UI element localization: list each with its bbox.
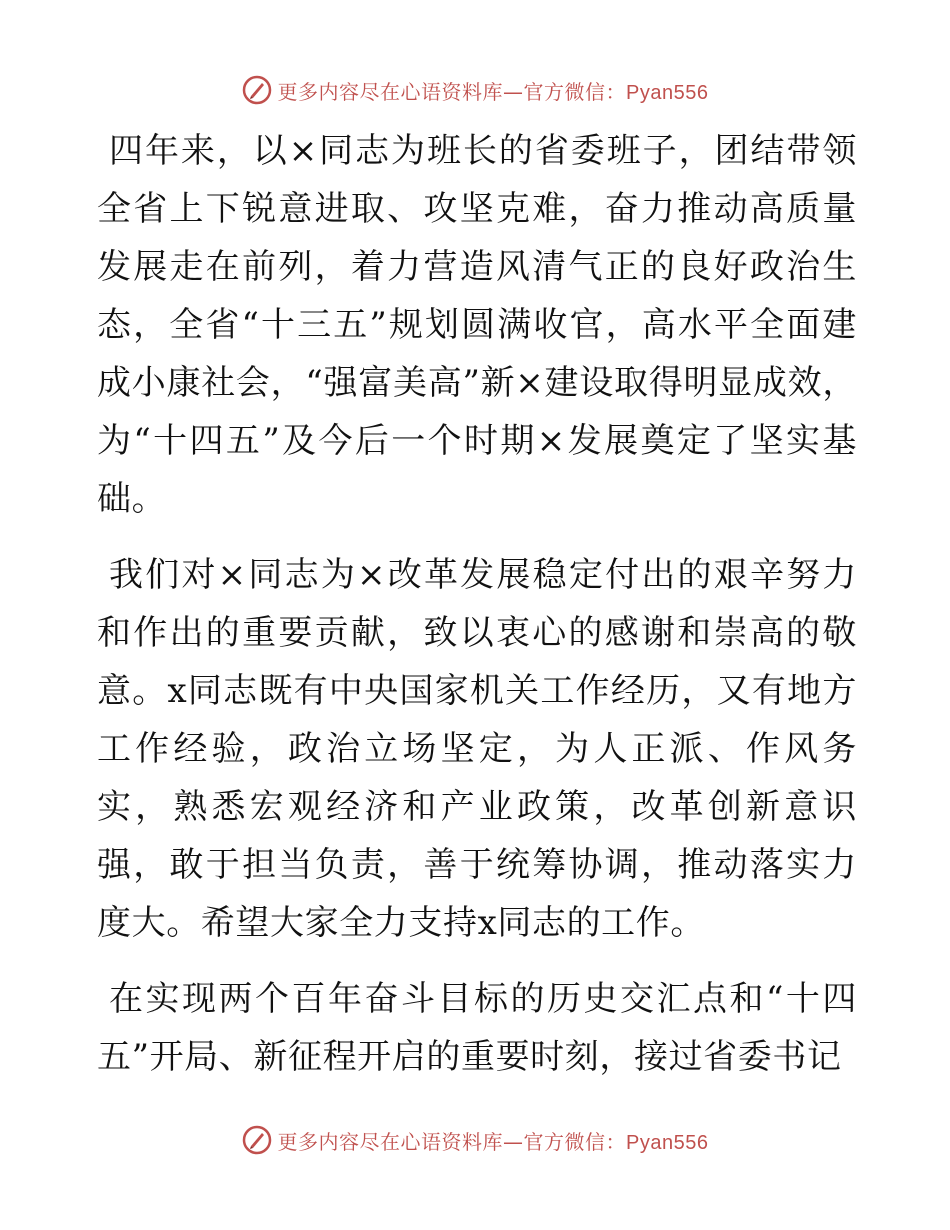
paragraph-2: 我们对×同志为×改革发展稳定付出的艰辛努力和作出的重要贡献，致以衷心的感谢和崇高的敬意。x同志既有中央国家机关工作经历，又有地方工作经验，政治立场坚定，为人正派、作风务实，熟悉宏观经济和产业政策，改革创新意识强，敢于担当负责，善于统筹协调，推动落实力度大。希望大家全力支持x同志的工作。	[97, 555, 857, 943]
watermark-text: 更多内容尽在心语资料库—官方微信：Pyan556	[277, 79, 709, 104]
paragraph-3: 在实现两个百年奋斗目标的历史交汇点和“十四五”开局、新征程开启的重要时刻，接过省委书记	[97, 979, 857, 1077]
paragraph-1: 四年来，以×同志为班长的省委班子，团结带领全省上下锐意进取、攻坚克难，奋力推动高质量发展走在前列，着力营造风清气正的良好政治生态，全省“十三五”规划圆满收官，高水平全面建成小康社会，“强富美高”新×建设取得明显成效，为“十四五”及今后一个时期×发展奠定了坚实基础。	[97, 131, 857, 519]
quill-seal-icon	[242, 75, 272, 105]
document-body	[97, 122, 857, 1104]
footer-watermark	[0, 1120, 950, 1160]
quill-seal-icon	[242, 1125, 272, 1155]
watermark-text: 更多内容尽在心语资料库—官方微信：Pyan556	[277, 1129, 709, 1154]
header-watermark	[0, 70, 950, 110]
